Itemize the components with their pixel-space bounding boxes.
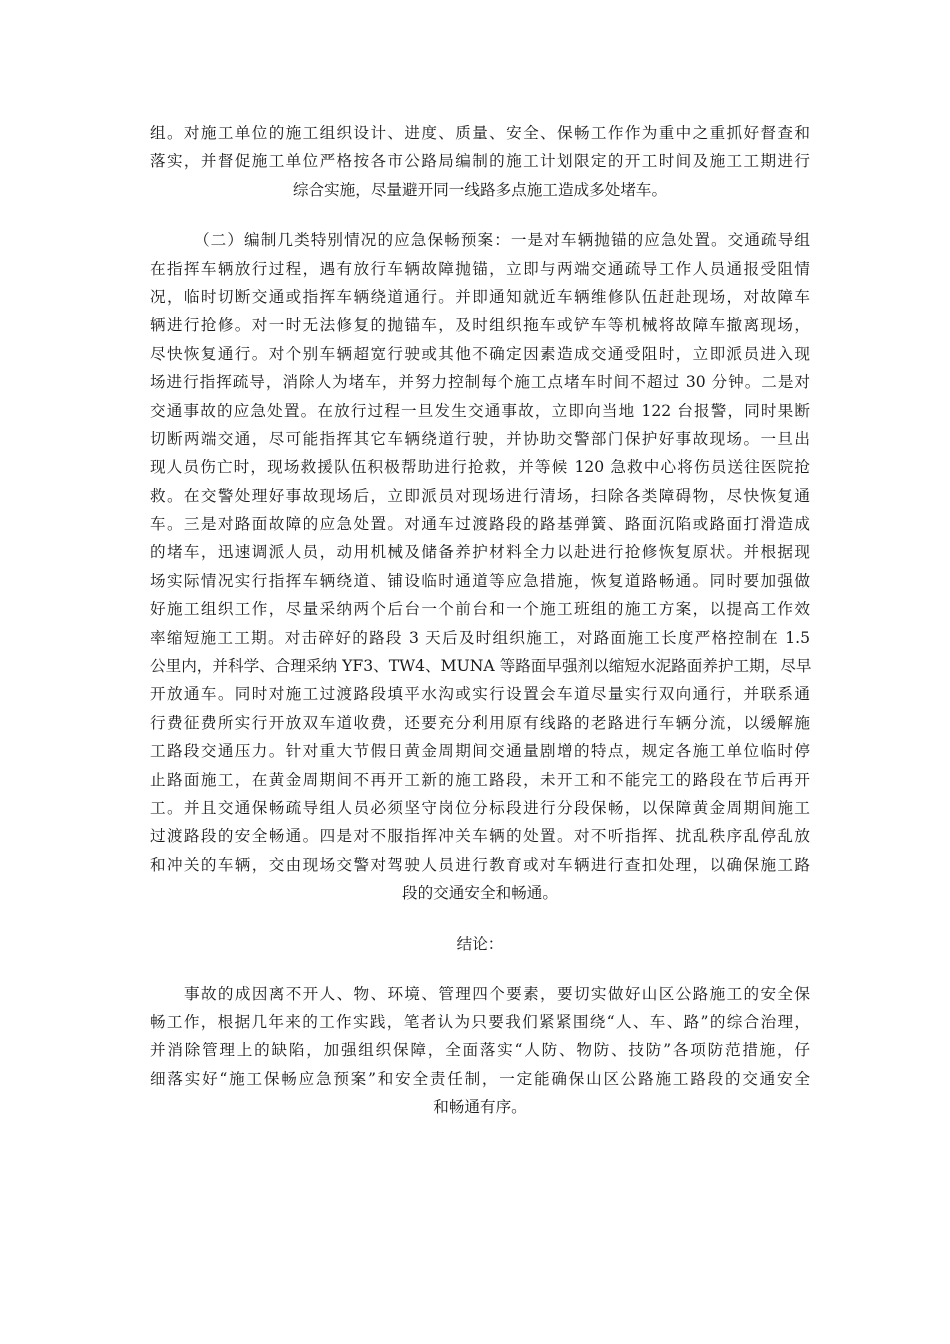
text-line: 并消除管理上的缺陷，加强组织保障，全面落实“人防、物防、技防”各项防范措施，仔	[150, 1041, 810, 1060]
text-line: 组。对施工单位的施工组织设计、进度、质量、安全、保畅工作作为重中之重抓好督查和	[150, 124, 810, 142]
text-line: 公里内，并科学、合理采纳 YF3、TW4、MUNA 等路面早强剂以缩短水泥路面养护工期，尽早	[150, 657, 812, 676]
text-line: 行费征费所实行开放双车道收费，还要充分利用原有线路的老路进行车辆分流，以缓解施	[150, 713, 810, 732]
text-line: 车。三是对路面故障的应急处置。对通车过渡路段的路基弹簧、路面沉陷或路面打滑造成	[150, 515, 810, 534]
text-line: 工路段交通压力。针对重大节假日黄金周期间交通量剧增的特点，规定各施工单位临时停	[150, 742, 810, 761]
text-line: 救。在交警处理好事故现场后，立即派员对现场进行清场，扫除各类障碍物，尽快恢复通	[150, 486, 810, 505]
text-line: 落实，并督促施工单位严格按各市公路局编制的施工计划限定的开工时间及施工工期进行	[150, 152, 810, 171]
text-line: 开放通车。同时对施工过渡路段填平水沟或实行设置会车道尽量实行双向通行，并联系通	[150, 685, 810, 704]
text-line: 综合实施，尽量避开同一线路多点施工造成多处堵车。	[292, 180, 668, 199]
text-line: 工。并且交通保畅疏导组人员必须坚守岗位分标段进行分段保畅，以保障黄金周期间施工	[150, 798, 810, 817]
text-line: 尽快恢复通行。对个别车辆超宽行驶或其他不确定因素造成交通受阻时，立即派员进入现	[150, 344, 810, 363]
text-line: 在指挥车辆放行过程，遇有放行车辆故障抛锚，立即与两端交通疏导工作人员通报受阻情	[150, 259, 810, 278]
text-line: 场实际情况实行指挥车辆绕道、铺设临时通道等应急措施，恢复道路畅通。同时要加强做	[150, 571, 810, 590]
conclusion-heading: 结论：	[456, 934, 504, 953]
paragraph-gap	[150, 204, 810, 226]
text-line: 况，临时切断交通或指挥车辆绕道通行。并即通知就近车辆维修队伍赶赴现场，对故障车	[150, 287, 810, 306]
text-line: 和冲关的车辆，交由现场交警对驾驶人员进行教育或对车辆进行查扣处理，以确保施工路	[150, 855, 810, 874]
text-line: 切断两端交通，尽可能指挥其它车辆绕道行驶，并协助交警部门保护好事故现场。一旦出	[150, 429, 810, 448]
text-line: 畅工作，根据几年来的工作实践，笔者认为只要我们紧紧围绕“人、车、路”的综合治理，	[150, 1012, 810, 1031]
paragraph-gap	[150, 958, 810, 980]
text-line: 的堵车，迅速调派人员，动用机械及储备养护材料全力以赴进行抢修恢复原状。并根据现	[150, 543, 810, 562]
text-line: 过渡路段的安全畅通。四是对不服指挥冲关车辆的处置。对不听指挥、扰乱秩序乱停乱放	[150, 827, 810, 846]
text-line: 止路面施工，在黄金周期间不再开工新的施工路段，未开工和不能完工的路段在节后再开	[150, 770, 810, 789]
paragraph-intro-continuation	[150, 119, 810, 204]
text-line: 交通事故的应急处置。在放行过程一旦发生交通事故，立即向当地 122 台报警，同时果断	[150, 401, 810, 420]
text-line: 细落实好“施工保畅应急预案”和安全责任制，一定能确保山区公路施工路段的交通安全	[150, 1069, 810, 1088]
paragraph-gap	[150, 908, 810, 930]
text-line: 事故的成因离不开人、物、环境、管理四个要素，要切实做好山区公路施工的安全保	[184, 984, 810, 1003]
paragraph-emergency-plans	[150, 226, 810, 907]
text-line: 场进行指挥疏导，消除人为堵车，并努力控制每个施工点堵车时间不超过 30 分钟。二是对	[150, 373, 810, 392]
text-line: （二）编制几类特别情况的应急保畅预案：一是对车辆抛锚的应急处置。交通疏导组	[194, 231, 810, 250]
text-line: 好施工组织工作，尽量采纳两个后台一个前台和一个施工班组的施工方案，以提高工作效	[150, 600, 810, 619]
document-page	[150, 119, 810, 1122]
text-line: 率缩短施工工期。对击碎好的路段 3 天后及时组织施工，对路面施工长度严格控制在 1.5	[150, 628, 810, 647]
paragraph-conclusion	[150, 980, 810, 1122]
text-line: 段的交通安全和畅通。	[402, 884, 558, 903]
text-line: 和畅通有序。	[433, 1098, 527, 1117]
text-line: 现人员伤亡时，现场救援队伍积极帮助进行抢救，并等候 120 急救中心将伤员送往医院抢	[150, 458, 810, 477]
text-line: 辆进行抢修。对一时无法修复的抛锚车，及时组织拖车或铲车等机械将故障车撤离现场，	[150, 316, 810, 335]
